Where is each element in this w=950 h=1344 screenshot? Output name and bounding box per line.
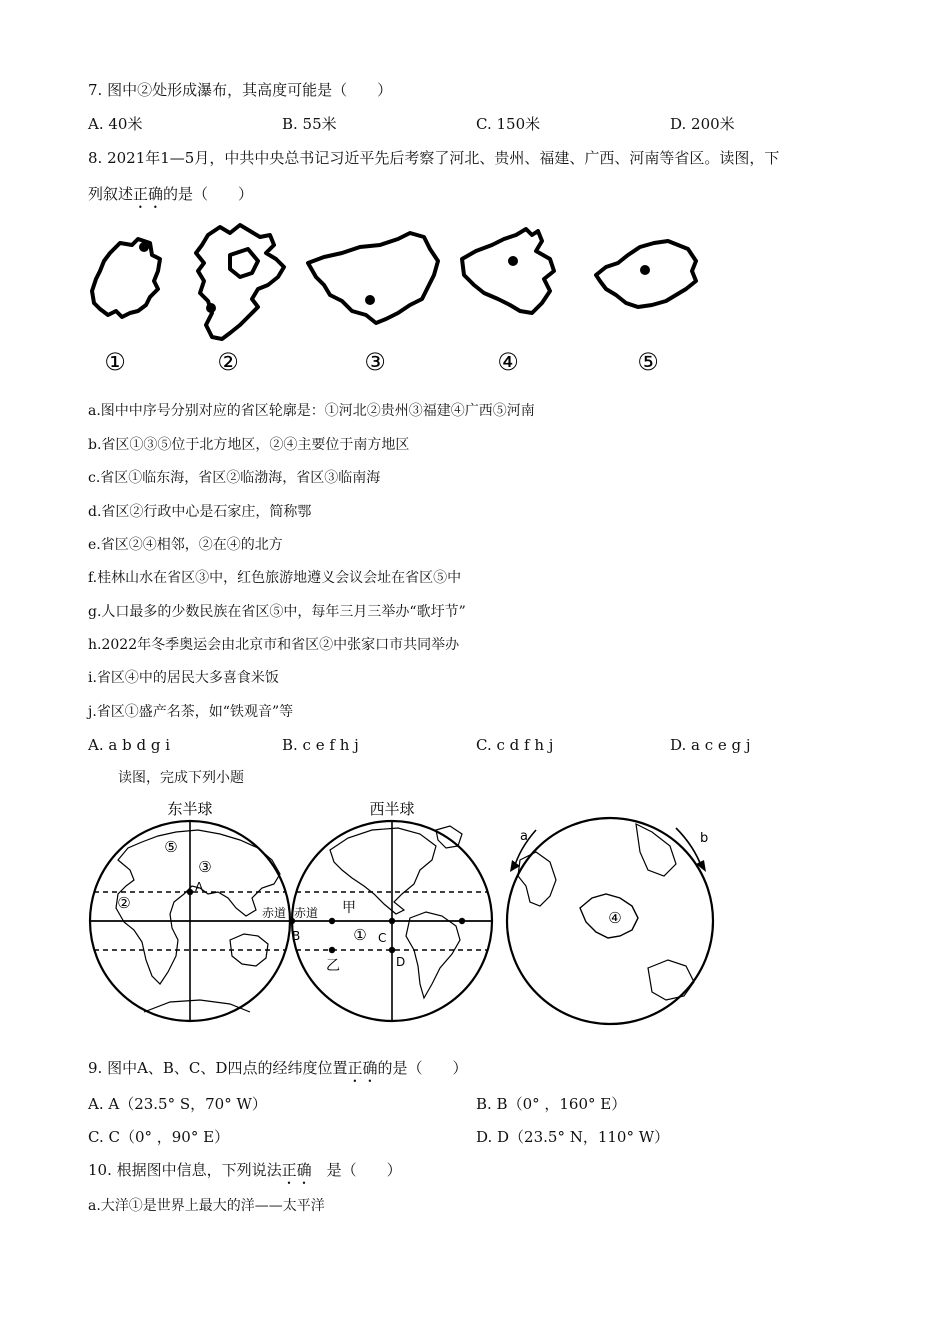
point-D-marker bbox=[389, 947, 395, 953]
province-outline-3 bbox=[308, 233, 438, 323]
q8-statement-e: e.省区②④相邻，②在④的北方 bbox=[88, 537, 283, 553]
q10-statement-a: a.大洋①是世界上最大的洋——太平洋 bbox=[88, 1198, 325, 1214]
east-hemisphere bbox=[90, 821, 290, 1021]
label-ocean-4: ④ bbox=[608, 909, 622, 927]
label-D: D bbox=[396, 955, 406, 969]
q10-stem-emphasis: 正确 bbox=[281, 1161, 312, 1179]
q8-option-c[interactable]: C. c d f h j bbox=[476, 736, 554, 754]
eurasia-africa-landmass bbox=[116, 830, 280, 984]
capital-dot-3 bbox=[365, 295, 375, 305]
q7-option-d[interactable]: D. 200米 bbox=[670, 115, 735, 133]
q8-stem-emphasis: 正确 bbox=[133, 185, 164, 203]
label-ocean-2: ② bbox=[117, 894, 131, 912]
q10-stem-post: 是（ ） bbox=[311, 1161, 402, 1179]
q9-stem-emphasis: 正确 bbox=[347, 1059, 378, 1077]
label-equator-west: 赤道 bbox=[294, 906, 319, 920]
q7-option-a[interactable]: A. 40米 bbox=[88, 115, 143, 133]
q9-stem-post: 的是（ ） bbox=[377, 1059, 468, 1077]
label-ocean-5: ⑤ bbox=[164, 838, 178, 856]
africa-edge bbox=[636, 824, 676, 876]
q9-option-b[interactable]: B. B（0° ，160° E） bbox=[476, 1095, 627, 1113]
label-C: C bbox=[378, 931, 387, 945]
q10-stem bbox=[88, 1160, 402, 1188]
west-hemisphere-title: 西半球 bbox=[369, 800, 415, 818]
section-intro: 读图，完成下列小题 bbox=[118, 770, 244, 786]
province-outline-4 bbox=[462, 229, 554, 313]
label-arrow-b: b bbox=[700, 831, 709, 846]
q8-stem-post: 的是（ ） bbox=[163, 185, 254, 203]
province-outline-2 bbox=[196, 225, 284, 339]
q8-option-a[interactable]: A. a b d g i bbox=[88, 736, 170, 754]
q8-statement-d: d.省区②行政中心是石家庄，简称鄂 bbox=[88, 504, 312, 520]
province-outline-1 bbox=[92, 239, 160, 317]
q8-statement-j: j.省区①盛产名茶，如“铁观音”等 bbox=[88, 704, 294, 720]
label-equator-east: 赤道 bbox=[262, 906, 287, 920]
q9-option-d[interactable]: D. D（23.5° N，110° W） bbox=[476, 1128, 670, 1146]
q9-option-a[interactable]: A. A（23.5° S，70° W） bbox=[88, 1095, 267, 1113]
label-arrow-a: a bbox=[520, 829, 528, 844]
label-ocean-1: ① bbox=[353, 926, 367, 944]
label-jia: 甲 bbox=[342, 900, 356, 916]
label-yi: 乙 bbox=[326, 958, 340, 974]
australia-edge bbox=[648, 960, 694, 1000]
arrow-b bbox=[676, 828, 702, 868]
q9-stem bbox=[88, 1058, 467, 1086]
q8-statement-c: c.省区①临东海，省区②临渤海，省区③临南海 bbox=[88, 470, 381, 486]
label-B: B bbox=[292, 929, 301, 943]
q8-option-b[interactable]: B. c e f h j bbox=[282, 736, 359, 754]
label-A: A bbox=[195, 880, 204, 894]
q7-option-b[interactable]: B. 55米 bbox=[282, 115, 337, 133]
q8-statement-a: a.图中中序号分别对应的省区轮廓是：①河北②贵州③福建④广西⑤河南 bbox=[88, 403, 535, 419]
capital-dot-4 bbox=[508, 256, 518, 266]
q8-statement-g: g.人口最多的少数民族在省区⑤中，每年三月三举办“歌圩节” bbox=[88, 604, 466, 620]
q8-statement-b: b.省区①③⑤位于北方地区，②④主要位于南方地区 bbox=[88, 437, 410, 453]
q8-stem-line2 bbox=[88, 184, 253, 212]
point-yi-marker bbox=[329, 947, 335, 953]
province-label-3: ③ bbox=[364, 348, 386, 376]
capital-dot-1 bbox=[139, 242, 149, 252]
hemisphere-map-figure bbox=[80, 790, 740, 1035]
south-america-tip bbox=[518, 852, 556, 906]
q8-option-d[interactable]: D. a c e g j bbox=[670, 736, 751, 754]
q9-stem-pre: 9. 图中A、B、C、D四点的经纬度位置 bbox=[88, 1059, 348, 1077]
capital-dot-5 bbox=[640, 265, 650, 275]
q8-statement-f: f.桂林山水在省区③中，红色旅游地遵义会议会址在省区⑤中 bbox=[88, 570, 462, 586]
q10-stem-pre: 10. 根据图中信息，下列说法 bbox=[88, 1161, 282, 1179]
province-label-5: ⑤ bbox=[637, 348, 659, 376]
q7-stem: 7. 图中②处形成瀑布，其高度可能是（ ） bbox=[88, 81, 393, 99]
q8-statement-h: h.2022年冬季奥运会由北京市和省区②中张家口市共同举办 bbox=[88, 637, 460, 653]
q8-stem-pre: 列叙述 bbox=[88, 185, 134, 203]
point-C-side-marker bbox=[459, 918, 465, 924]
province-outline-figure bbox=[80, 215, 720, 385]
south-america-landmass bbox=[406, 912, 460, 998]
province-label-2: ② bbox=[217, 348, 239, 376]
q9-option-c[interactable]: C. C（0° ，90° E） bbox=[88, 1128, 230, 1146]
province-label-4: ④ bbox=[497, 348, 519, 376]
province-label-1: ① bbox=[104, 348, 126, 376]
point-jia-marker bbox=[329, 918, 335, 924]
east-hemisphere-title: 东半球 bbox=[167, 800, 213, 818]
q7-option-c[interactable]: C. 150米 bbox=[476, 115, 541, 133]
q8-statement-i: i.省区④中的居民大多喜食米饭 bbox=[88, 670, 279, 686]
point-A-marker bbox=[187, 889, 193, 895]
q8-stem-line1: 8. 2021年1—5月，中共中央总书记习近平先后考察了河北、贵州、福建、广西、河南等省区。读图，下 bbox=[88, 149, 780, 167]
label-ocean-3: ③ bbox=[198, 858, 212, 876]
point-B-center-marker bbox=[389, 918, 395, 924]
greenland-landmass bbox=[436, 826, 462, 848]
capital-dot-2 bbox=[206, 303, 216, 313]
